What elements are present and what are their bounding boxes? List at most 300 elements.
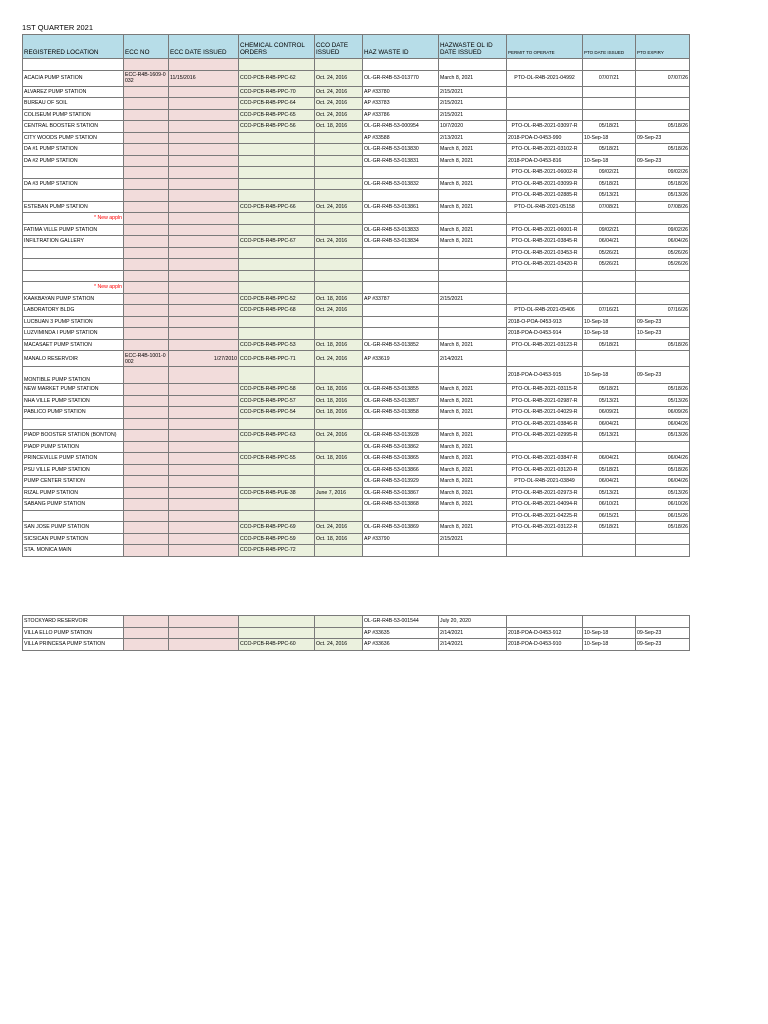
cell-chemical-control-order — [239, 167, 315, 179]
cell-pto-expiry: 05/18/26 — [636, 144, 690, 156]
cell-haz-waste-id: AP #33790 — [363, 533, 439, 545]
cell-permit-to-operate — [507, 213, 583, 225]
cell-permit-to-operate: 2018-POA-D-0453-912 — [507, 627, 583, 639]
cell-registered-location: DA #2 PUMP STATION — [23, 155, 124, 167]
cell-ecc-no — [124, 86, 169, 98]
cell-chemical-control-order: CCO-PCB-R4B-PPC-52 — [239, 293, 315, 305]
cell-registered-location: NEW MARKET PUMP STATION — [23, 384, 124, 396]
cell-ecc-no — [124, 316, 169, 328]
cell-pto-date-issued: 05/18/21 — [583, 339, 636, 351]
cell-ecc-date-issued — [169, 86, 239, 98]
cell-pto-expiry: 09-Sep-23 — [636, 155, 690, 167]
cell-pto-expiry: 05/18/26 — [636, 522, 690, 534]
cell-haz-waste-id: OL-GR-R4B-53-013852 — [363, 339, 439, 351]
cell-chemical-control-order — [239, 59, 315, 71]
header-registered-location: REGISTERED LOCATION — [23, 35, 124, 59]
table-header-row — [23, 35, 690, 59]
cell-pto-expiry: 09/02/26 — [636, 167, 690, 179]
cell-pto-expiry: 06/04/26 — [636, 453, 690, 465]
cell-pto-date-issued: 05/18/21 — [583, 522, 636, 534]
table-row — [23, 464, 690, 476]
cell-ecc-date-issued — [169, 339, 239, 351]
cell-chemical-control-order: CCO-PCB-R4B-PPC-54 — [239, 407, 315, 419]
cell-hazwaste-ol-date-issued: 2/15/2021 — [439, 533, 507, 545]
table-row — [23, 367, 690, 384]
header-chemical-control-order: CHEMICAL CONTROL ORDERS — [239, 35, 315, 59]
cell-chemical-control-order: CCO-PCB-R4B-PPC-66 — [239, 201, 315, 213]
cell-ecc-date-issued — [169, 247, 239, 259]
cell-registered-location: ESTEBAN PUMP STATION — [23, 201, 124, 213]
cell-pto-expiry: 09-Sep-23 — [636, 316, 690, 328]
cell-ecc-date-issued — [169, 476, 239, 488]
cell-ecc-no — [124, 190, 169, 202]
cell-permit-to-operate: PTO-OL-R4B-2021-04094-R — [507, 499, 583, 511]
cell-chemical-control-order — [239, 418, 315, 430]
cell-ecc-no — [124, 305, 169, 317]
cell-haz-waste-id — [363, 328, 439, 340]
cell-cco-date-issued — [315, 616, 363, 628]
cell-haz-waste-id — [363, 418, 439, 430]
page-title: 1ST QUARTER 2021 — [22, 23, 94, 32]
cell-haz-waste-id — [363, 167, 439, 179]
table-row — [23, 351, 690, 367]
cell-hazwaste-ol-date-issued: March 8, 2021 — [439, 224, 507, 236]
cell-ecc-no — [124, 407, 169, 419]
cell-pto-date-issued: 06/04/21 — [583, 236, 636, 248]
header-hazwaste-ol-date-issued: HAZWASTE OL ID DATE ISSUED — [439, 35, 507, 59]
cell-ecc-date-issued — [169, 487, 239, 499]
cell-pto-date-issued: 07/16/21 — [583, 305, 636, 317]
cell-pto-expiry: 05/13/26 — [636, 430, 690, 442]
cell-chemical-control-order — [239, 259, 315, 271]
table-row — [23, 407, 690, 419]
table-row — [23, 144, 690, 156]
cell-registered-location: VILLA PRINCESA PUMP STATION — [23, 639, 124, 651]
cell-permit-to-operate — [507, 109, 583, 121]
cell-cco-date-issued: Oct. 18, 2016 — [315, 533, 363, 545]
cell-chemical-control-order — [239, 213, 315, 225]
cell-pto-date-issued — [583, 213, 636, 225]
cell-ecc-no — [124, 328, 169, 340]
cell-ecc-date-issued — [169, 522, 239, 534]
table-row — [23, 395, 690, 407]
table-row — [23, 339, 690, 351]
cell-pto-expiry — [636, 59, 690, 71]
cell-ecc-date-issued — [169, 418, 239, 430]
table-row — [23, 282, 690, 294]
cell-ecc-no: ECC-R4B-1609-0032 — [124, 70, 169, 86]
cell-ecc-no — [124, 247, 169, 259]
cell-chemical-control-order: CCO-PCB-R4B-PPC-62 — [239, 70, 315, 86]
cell-pto-date-issued: 05/18/21 — [583, 144, 636, 156]
cell-ecc-date-issued — [169, 510, 239, 522]
cell-ecc-no — [124, 98, 169, 110]
cell-ecc-no — [124, 59, 169, 71]
table-row — [23, 109, 690, 121]
cell-ecc-no — [124, 639, 169, 651]
cell-ecc-date-issued — [169, 407, 239, 419]
cell-ecc-date-issued — [169, 499, 239, 511]
table-row — [23, 293, 690, 305]
cell-cco-date-issued — [315, 282, 363, 294]
cell-cco-date-issued: Oct. 18, 2016 — [315, 293, 363, 305]
table-row — [23, 98, 690, 110]
cell-chemical-control-order — [239, 616, 315, 628]
cell-hazwaste-ol-date-issued: March 8, 2021 — [439, 70, 507, 86]
cell-haz-waste-id: AP #33786 — [363, 109, 439, 121]
cell-hazwaste-ol-date-issued: March 8, 2021 — [439, 430, 507, 442]
cell-hazwaste-ol-date-issued: March 8, 2021 — [439, 384, 507, 396]
cell-pto-expiry — [636, 616, 690, 628]
cell-ecc-no — [124, 109, 169, 121]
cell-cco-date-issued: Oct. 18, 2016 — [315, 453, 363, 465]
cell-chemical-control-order — [239, 155, 315, 167]
cell-pto-date-issued — [583, 98, 636, 110]
cell-permit-to-operate: PTO-OL-R4B-2021-03123-R — [507, 339, 583, 351]
cell-pto-date-issued: 10-Sep-18 — [583, 316, 636, 328]
cell-registered-location: SICSICAN PUMP STATION — [23, 533, 124, 545]
cell-pto-date-issued — [583, 282, 636, 294]
cell-hazwaste-ol-date-issued: March 8, 2021 — [439, 476, 507, 488]
cell-registered-location: VILLA ELLO PUMP STATION — [23, 627, 124, 639]
cell-chemical-control-order — [239, 132, 315, 144]
cell-haz-waste-id: OL-GR-R4B-53-013830 — [363, 144, 439, 156]
table-row — [23, 499, 690, 511]
cell-pto-date-issued: 10-Sep-18 — [583, 627, 636, 639]
cell-ecc-no — [124, 224, 169, 236]
cell-haz-waste-id — [363, 545, 439, 557]
table-row — [23, 155, 690, 167]
cell-chemical-control-order: CCO-PCB-R4B-PPC-58 — [239, 384, 315, 396]
cell-registered-location: STOCKYARD RESERVOIR — [23, 616, 124, 628]
cell-haz-waste-id — [363, 316, 439, 328]
cell-registered-location — [23, 167, 124, 179]
cell-ecc-no — [124, 430, 169, 442]
cell-cco-date-issued — [315, 464, 363, 476]
cell-hazwaste-ol-date-issued — [439, 270, 507, 282]
cell-ecc-no — [124, 236, 169, 248]
cell-cco-date-issued — [315, 259, 363, 271]
cell-haz-waste-id: AP #33619 — [363, 351, 439, 367]
cell-registered-location — [23, 510, 124, 522]
cell-ecc-no — [124, 178, 169, 190]
cell-hazwaste-ol-date-issued: 2/15/2021 — [439, 109, 507, 121]
cell-ecc-date-issued — [169, 316, 239, 328]
cell-cco-date-issued — [315, 224, 363, 236]
cell-pto-expiry — [636, 213, 690, 225]
cell-hazwaste-ol-date-issued: March 8, 2021 — [439, 522, 507, 534]
table-row — [23, 213, 690, 225]
table-row — [23, 316, 690, 328]
cell-registered-location: * New appln — [23, 213, 124, 225]
cell-haz-waste-id: AP #33588 — [363, 132, 439, 144]
cell-cco-date-issued — [315, 328, 363, 340]
cell-hazwaste-ol-date-issued — [439, 190, 507, 202]
cell-pto-expiry: 05/26/26 — [636, 247, 690, 259]
cell-pto-expiry: 05/13/26 — [636, 190, 690, 202]
cell-cco-date-issued — [315, 213, 363, 225]
cell-hazwaste-ol-date-issued: March 8, 2021 — [439, 178, 507, 190]
cell-pto-date-issued: 05/18/21 — [583, 464, 636, 476]
cell-cco-date-issued: Oct. 24, 2016 — [315, 351, 363, 367]
cell-cco-date-issued: Oct. 24, 2016 — [315, 201, 363, 213]
cell-pto-expiry: 06/10/26 — [636, 499, 690, 511]
cell-ecc-date-issued — [169, 616, 239, 628]
cell-permit-to-operate: 2018-POA-D-0453-910 — [507, 639, 583, 651]
cell-ecc-date-issued — [169, 282, 239, 294]
cell-cco-date-issued: Oct. 24, 2016 — [315, 70, 363, 86]
cell-pto-date-issued: 06/04/21 — [583, 476, 636, 488]
cell-permit-to-operate: PTO-OL-R4B-2021-02987-R — [507, 395, 583, 407]
cell-chemical-control-order: CCO-PCB-R4B-PPC-63 — [239, 430, 315, 442]
header-pto-expiry: PTO EXPIRY — [636, 35, 690, 59]
cell-chemical-control-order — [239, 282, 315, 294]
cell-ecc-date-issued — [169, 121, 239, 133]
cell-haz-waste-id: OL-GR-R4B-53-013861 — [363, 201, 439, 213]
cell-pto-expiry: 05/18/26 — [636, 178, 690, 190]
cell-ecc-date-issued — [169, 627, 239, 639]
cell-haz-waste-id: AP #33636 — [363, 639, 439, 651]
cell-registered-location: PABLICO PUMP STATION — [23, 407, 124, 419]
cell-ecc-no — [124, 616, 169, 628]
cell-chemical-control-order: CCO-PCB-R4B-PPC-59 — [239, 533, 315, 545]
cell-hazwaste-ol-date-issued — [439, 259, 507, 271]
cell-permit-to-operate — [507, 533, 583, 545]
table-row — [23, 453, 690, 465]
table-row — [23, 639, 690, 651]
cell-ecc-no — [124, 213, 169, 225]
cell-haz-waste-id — [363, 282, 439, 294]
cell-chemical-control-order: CCO-PCB-R4B-PPC-70 — [239, 86, 315, 98]
cell-pto-expiry: 05/18/26 — [636, 464, 690, 476]
cell-permit-to-operate: PTO-OL-R4B-2021-04029-R — [507, 407, 583, 419]
cell-registered-location — [23, 270, 124, 282]
cell-ecc-no — [124, 522, 169, 534]
cell-cco-date-issued — [315, 499, 363, 511]
table-row — [23, 305, 690, 317]
cell-registered-location: PRINCEVILLE PUMP STATION — [23, 453, 124, 465]
cell-registered-location: CITY WOODS PUMP STATION — [23, 132, 124, 144]
cell-pto-date-issued: 05/26/21 — [583, 247, 636, 259]
cell-ecc-date-issued — [169, 533, 239, 545]
cell-chemical-control-order — [239, 627, 315, 639]
cell-permit-to-operate: PTO-OL-R4B-2021-03099-R — [507, 178, 583, 190]
cell-permit-to-operate: PTO-OL-R4B-2021-05158 — [507, 201, 583, 213]
cell-pto-expiry: 05/18/26 — [636, 384, 690, 396]
cell-permit-to-operate — [507, 616, 583, 628]
cell-haz-waste-id: AP #33635 — [363, 627, 439, 639]
cell-chemical-control-order — [239, 328, 315, 340]
table-row — [23, 627, 690, 639]
cell-registered-location — [23, 418, 124, 430]
cell-haz-waste-id: OL-GR-R4B-53-013869 — [363, 522, 439, 534]
cell-pto-date-issued: 05/26/21 — [583, 259, 636, 271]
cell-cco-date-issued: Oct. 24, 2016 — [315, 430, 363, 442]
cell-ecc-date-issued — [169, 213, 239, 225]
cell-chemical-control-order — [239, 464, 315, 476]
cell-hazwaste-ol-date-issued: March 8, 2021 — [439, 453, 507, 465]
cell-permit-to-operate: PTO-OL-R4B-2021-06001-R — [507, 224, 583, 236]
cell-permit-to-operate — [507, 86, 583, 98]
cell-permit-to-operate: PTO-OL-R4B-2021-03849 — [507, 476, 583, 488]
cell-haz-waste-id: OL-GR-R4B-53-013855 — [363, 384, 439, 396]
cell-registered-location: PIADP BOOSTER STATION (BONTON) — [23, 430, 124, 442]
cell-pto-expiry: 09/02/26 — [636, 224, 690, 236]
cell-ecc-no — [124, 510, 169, 522]
cell-registered-location: MANALO RESERVOIR — [23, 351, 124, 367]
cell-permit-to-operate — [507, 282, 583, 294]
cell-registered-location: COLISEUM PUMP STATION — [23, 109, 124, 121]
cell-ecc-date-issued — [169, 545, 239, 557]
cell-cco-date-issued — [315, 132, 363, 144]
header-permit-to-operate: PERMIT TO OPERATE — [507, 35, 583, 59]
cell-pto-expiry: 06/15/26 — [636, 510, 690, 522]
cell-ecc-date-issued — [169, 259, 239, 271]
table-row — [23, 533, 690, 545]
table-row — [23, 441, 690, 453]
cell-pto-date-issued: 05/13/21 — [583, 395, 636, 407]
cell-ecc-no — [124, 132, 169, 144]
cell-haz-waste-id: OL-GR-R4B-53-013834 — [363, 236, 439, 248]
cell-hazwaste-ol-date-issued: March 8, 2021 — [439, 487, 507, 499]
cell-cco-date-issued — [315, 144, 363, 156]
cell-ecc-date-issued — [169, 155, 239, 167]
cell-hazwaste-ol-date-issued — [439, 510, 507, 522]
table-row — [23, 121, 690, 133]
cell-hazwaste-ol-date-issued: 2/15/2021 — [439, 293, 507, 305]
cell-pto-date-issued: 09/02/21 — [583, 224, 636, 236]
cell-chemical-control-order — [239, 367, 315, 384]
table-row — [23, 59, 690, 71]
cell-ecc-date-issued — [169, 59, 239, 71]
cell-hazwaste-ol-date-issued — [439, 247, 507, 259]
header-haz-waste-id: HAZ WASTE ID — [363, 35, 439, 59]
cell-chemical-control-order: CCO-PCB-R4B-PPC-67 — [239, 236, 315, 248]
cell-permit-to-operate: 2018-POA-D-0453-990 — [507, 132, 583, 144]
cell-haz-waste-id: OL-GR-R4B-53-013862 — [363, 441, 439, 453]
cell-permit-to-operate: PTO-OL-R4B-2021-02973-R — [507, 487, 583, 499]
cell-haz-waste-id — [363, 213, 439, 225]
cell-cco-date-issued: Oct. 18, 2016 — [315, 121, 363, 133]
cell-hazwaste-ol-date-issued: March 8, 2021 — [439, 144, 507, 156]
cell-registered-location: PSU VILLE PUMP STATION — [23, 464, 124, 476]
cell-ecc-date-issued — [169, 367, 239, 384]
cell-pto-expiry: 07/16/26 — [636, 305, 690, 317]
cell-haz-waste-id: OL-GR-R4B-53-013858 — [363, 407, 439, 419]
table-row — [23, 487, 690, 499]
cell-pto-date-issued — [583, 293, 636, 305]
cell-pto-date-issued: 05/13/21 — [583, 487, 636, 499]
table-row — [23, 224, 690, 236]
cell-permit-to-operate: 2018-POA-D-0453-816 — [507, 155, 583, 167]
cell-registered-location — [23, 259, 124, 271]
cell-permit-to-operate: PTO-OL-R4B-2021-03102-R — [507, 144, 583, 156]
cell-registered-location: LUCBUAN 3 PUMP STATION — [23, 316, 124, 328]
cell-registered-location: INFILTRATION GALLERY — [23, 236, 124, 248]
cell-permit-to-operate: PTO-OL-R4B-2021-03453-R — [507, 247, 583, 259]
table-row — [23, 236, 690, 248]
cell-cco-date-issued: June 7, 2016 — [315, 487, 363, 499]
cell-pto-expiry — [636, 270, 690, 282]
compliance-table — [22, 34, 690, 557]
cell-pto-date-issued — [583, 351, 636, 367]
cell-registered-location: FATIMA VILLE PUMP STATION — [23, 224, 124, 236]
cell-pto-expiry: 05/18/26 — [636, 121, 690, 133]
cell-ecc-date-issued — [169, 328, 239, 340]
cell-registered-location: ACACIA PUMP STATION — [23, 70, 124, 86]
cell-chemical-control-order: CCO-PCB-R4B-PPC-72 — [239, 545, 315, 557]
table-row — [23, 545, 690, 557]
cell-ecc-no — [124, 155, 169, 167]
cell-pto-date-issued — [583, 86, 636, 98]
cell-ecc-date-issued — [169, 201, 239, 213]
cell-hazwaste-ol-date-issued: March 8, 2021 — [439, 236, 507, 248]
cell-cco-date-issued — [315, 247, 363, 259]
cell-haz-waste-id: OL-GR-R4B-53-013928 — [363, 430, 439, 442]
cell-chemical-control-order: CCO-PCB-R4B-PPC-53 — [239, 339, 315, 351]
cell-cco-date-issued — [315, 155, 363, 167]
compliance-table-additional — [22, 615, 690, 651]
cell-pto-expiry — [636, 441, 690, 453]
cell-pto-expiry: 06/04/26 — [636, 476, 690, 488]
cell-permit-to-operate — [507, 98, 583, 110]
cell-ecc-no — [124, 121, 169, 133]
cell-pto-expiry: 09-Sep-23 — [636, 639, 690, 651]
cell-haz-waste-id — [363, 510, 439, 522]
header-ecc-date-issued: ECC DATE ISSUED — [169, 35, 239, 59]
table-row — [23, 522, 690, 534]
cell-hazwaste-ol-date-issued — [439, 282, 507, 294]
table-row — [23, 247, 690, 259]
header-cco-date-issued: CCO DATE ISSUED — [315, 35, 363, 59]
cell-chemical-control-order: CCO-PCB-R4B-PPC-68 — [239, 305, 315, 317]
cell-chemical-control-order — [239, 441, 315, 453]
cell-pto-expiry: 07/08/26 — [636, 201, 690, 213]
cell-cco-date-issued — [315, 178, 363, 190]
cell-cco-date-issued — [315, 476, 363, 488]
cell-haz-waste-id: OL-GR-R4B-53-013867 — [363, 487, 439, 499]
cell-ecc-date-issued — [169, 98, 239, 110]
cell-permit-to-operate: PTO-OL-R4B-2021-03845-R — [507, 236, 583, 248]
cell-permit-to-operate: PTO-OL-R4B-2021-03847-R — [507, 453, 583, 465]
table-row — [23, 190, 690, 202]
cell-pto-date-issued — [583, 270, 636, 282]
cell-chemical-control-order — [239, 190, 315, 202]
cell-chemical-control-order: CCO-PCB-R4B-PPC-56 — [239, 121, 315, 133]
cell-haz-waste-id: OL-GR-R4B-53-013832 — [363, 178, 439, 190]
cell-registered-location: DA #1 PUMP STATION — [23, 144, 124, 156]
cell-cco-date-issued — [315, 545, 363, 557]
cell-hazwaste-ol-date-issued: March 8, 2021 — [439, 201, 507, 213]
cell-pto-date-issued: 07/08/21 — [583, 201, 636, 213]
cell-pto-date-issued: 10-Sep-18 — [583, 132, 636, 144]
cell-ecc-no — [124, 476, 169, 488]
table-row — [23, 167, 690, 179]
cell-hazwaste-ol-date-issued — [439, 316, 507, 328]
cell-hazwaste-ol-date-issued: March 8, 2021 — [439, 155, 507, 167]
cell-ecc-date-issued — [169, 178, 239, 190]
cell-permit-to-operate: PTO-OL-R4B-2021-05406 — [507, 305, 583, 317]
cell-permit-to-operate: PTO-OL-R4B-2021-03120-R — [507, 464, 583, 476]
cell-permit-to-operate: 2018-O-POA-0453-913 — [507, 316, 583, 328]
table-row — [23, 201, 690, 213]
cell-hazwaste-ol-date-issued: 10/7/2020 — [439, 121, 507, 133]
cell-hazwaste-ol-date-issued: March 8, 2021 — [439, 407, 507, 419]
cell-cco-date-issued — [315, 167, 363, 179]
cell-hazwaste-ol-date-issued: March 8, 2021 — [439, 395, 507, 407]
cell-chemical-control-order: CCO-PCB-R4B-PPC-64 — [239, 98, 315, 110]
cell-pto-date-issued: 05/18/21 — [583, 178, 636, 190]
